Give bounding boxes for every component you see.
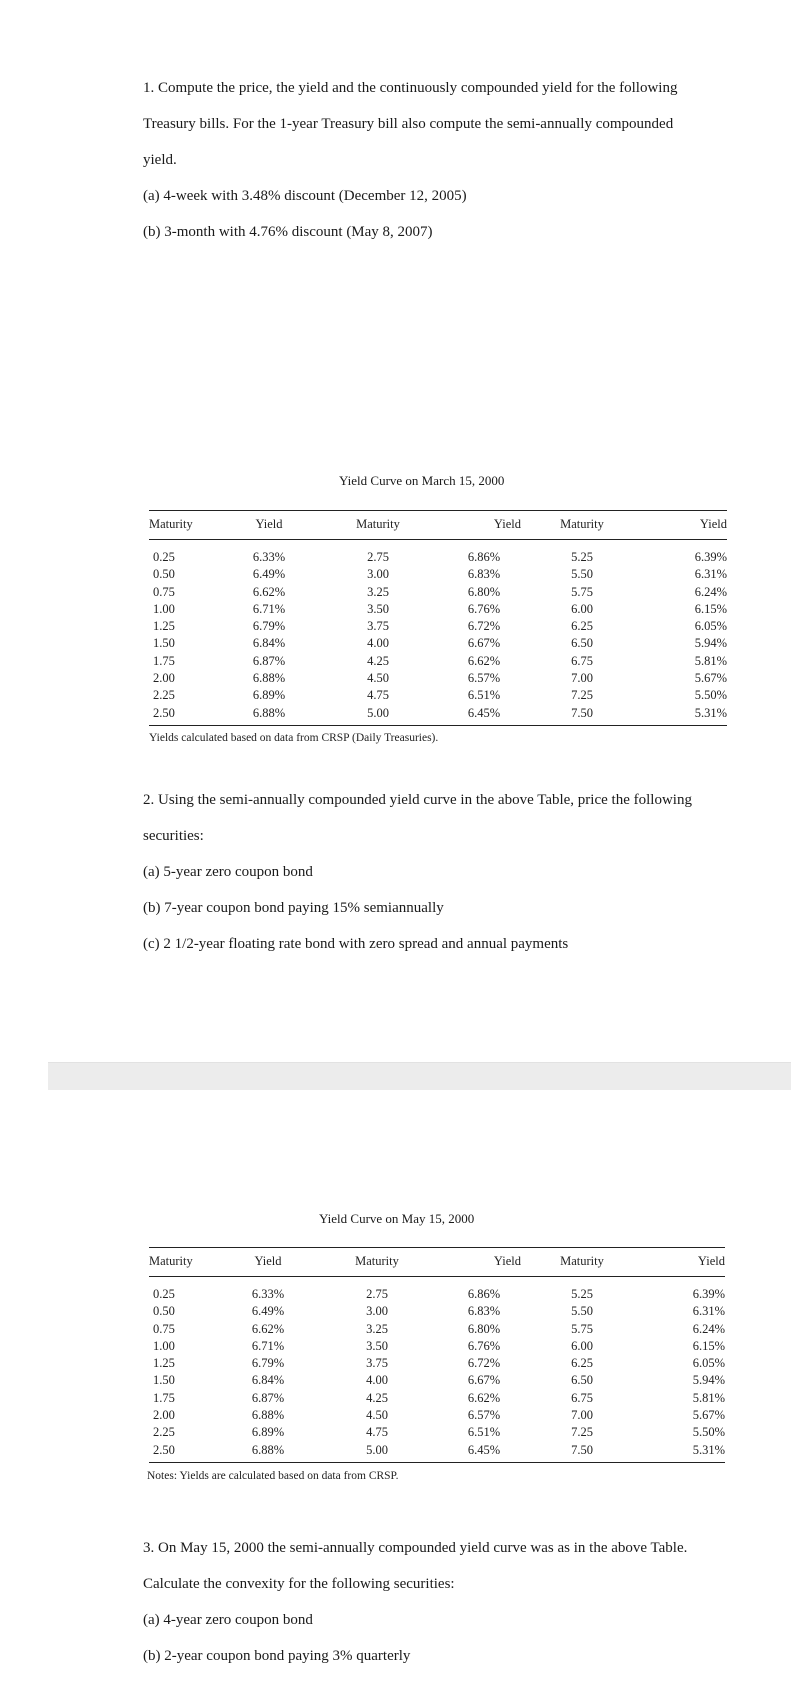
table-cell: 5.00 (307, 1442, 447, 1463)
table-cell: 6.88% (251, 1408, 285, 1423)
yield-curve-table-1 (149, 510, 727, 726)
table-cell: 6.49% (252, 567, 286, 582)
table-cell: 5.50% (694, 688, 727, 703)
table-1-title: Yield Curve on March 15, 2000 (339, 473, 505, 488)
question-1-line-1: 1. Compute the price, the yield and the continuously compounded yield for the following (143, 80, 678, 96)
page-gap-margin (0, 1062, 48, 1090)
table-cell: 4.00 (366, 1373, 388, 1388)
table-cell: 2.75 (366, 1287, 388, 1301)
table-cell: 6.71% (252, 601, 286, 616)
question-3-part-a: (a) 4-year zero coupon bond (143, 1612, 313, 1628)
table-cell: 6.57% (467, 671, 501, 686)
table-cell: 6.80% (467, 1321, 501, 1336)
table-cell: 5.67% (694, 671, 727, 686)
question-1-part-a: (a) 4-week with 3.48% discount (December 12, 2005) (143, 188, 467, 204)
table-row (149, 635, 727, 652)
table-1-header (149, 511, 727, 540)
table-cell: 5.75 (571, 1321, 593, 1336)
question-3-line-1: 3. On May 15, 2000 the semi-annually compounded yield curve was as in the above Table. (143, 1540, 688, 1556)
table-row (149, 1442, 725, 1463)
question-3-line-2: Calculate the convexity for the following securities: (143, 1576, 455, 1592)
table-cell: 6.88% (229, 705, 309, 726)
table-row (149, 1303, 725, 1320)
table-cell: 6.25 (571, 619, 593, 634)
table-cell: 6.05% (694, 619, 727, 634)
table-cell: 6.83% (467, 567, 501, 582)
table-cell: 1.25 (153, 619, 175, 634)
table-cell: 6.57% (467, 1408, 501, 1423)
table-cell: 6.79% (252, 619, 286, 634)
table1-header-maturity: Maturity (309, 511, 447, 540)
table-cell: 6.15% (694, 601, 727, 616)
table-cell: 2.50 (149, 705, 229, 726)
question-1-line-3: yield. (143, 152, 177, 168)
table-cell: 3.25 (367, 584, 389, 599)
table-cell: 3.50 (367, 601, 389, 616)
table-row (149, 566, 727, 583)
table-cell: 6.25 (571, 1356, 593, 1371)
table-cell: 6.51% (467, 688, 501, 703)
table-cell: 6.88% (229, 1442, 307, 1463)
table-row (149, 1372, 725, 1389)
table-cell: 6.67% (467, 636, 501, 651)
table-cell: 6.50 (571, 1373, 593, 1388)
table2-header-yield: Yield (643, 1248, 725, 1277)
table-row (149, 687, 727, 704)
table-cell: 1.75 (153, 653, 175, 668)
table-2-note: Notes: Yields are calculated based on data from CRSP. (147, 1470, 399, 1482)
yield-curve-table-2 (149, 1247, 725, 1463)
table-cell: 7.50 (521, 705, 643, 726)
table-row (149, 1355, 725, 1372)
table-cell: 2.00 (153, 1408, 175, 1423)
table-cell: 3.50 (366, 1338, 388, 1353)
table-cell: 6.05% (692, 1356, 725, 1371)
question-1-line-2: Treasury bills. For the 1-year Treasury bill also compute the semi-annually compounded (143, 116, 674, 132)
question-3-part-b: (b) 2-year coupon bond paying 3% quarterly (143, 1648, 411, 1664)
table-cell: 6.76% (467, 601, 501, 616)
table-1-body (149, 540, 727, 726)
table2-header-maturity: Maturity (307, 1248, 447, 1277)
table1-header-maturity: Maturity (149, 511, 229, 540)
table-cell: 4.25 (366, 1390, 388, 1405)
table-row (149, 601, 727, 618)
table-cell: 4.75 (366, 1425, 388, 1440)
question-1-part-b: (b) 3-month with 4.76% discount (May 8, 2007) (143, 224, 433, 240)
table2-header-maturity: Maturity (149, 1248, 229, 1277)
table-cell: 6.83% (467, 1304, 501, 1319)
question-2-line-2: securities: (143, 828, 204, 844)
table-cell: 4.00 (367, 636, 389, 651)
table-cell: 6.33% (252, 550, 286, 564)
table-cell: 1.00 (153, 1338, 175, 1353)
table-cell: 5.81% (694, 653, 727, 668)
table-cell: 6.75 (571, 1390, 593, 1405)
table-row (149, 1390, 725, 1407)
table-cell: 0.50 (153, 1304, 175, 1319)
table-cell: 3.00 (367, 567, 389, 582)
question-1 (143, 70, 743, 250)
table-2-body (149, 1277, 725, 1463)
table-cell: 6.88% (252, 671, 286, 686)
table-row (149, 540, 727, 567)
table-row (149, 653, 727, 670)
table-cell: 6.39% (692, 1287, 725, 1301)
table2-header-maturity: Maturity (521, 1248, 643, 1277)
table-cell: 1.75 (153, 1390, 175, 1405)
table-cell: 5.50 (571, 1304, 593, 1319)
table-cell: 5.00 (309, 705, 447, 726)
table-cell: 6.50 (571, 636, 593, 651)
table-row (149, 1407, 725, 1424)
table-cell: 6.15% (692, 1338, 725, 1353)
table-cell: 2.25 (153, 688, 175, 703)
table-cell: 0.25 (153, 550, 175, 564)
table-row (149, 584, 727, 601)
question-3 (143, 1530, 743, 1674)
table-cell: 6.00 (571, 1338, 593, 1353)
table-cell: 1.50 (153, 1373, 175, 1388)
table-cell: 7.50 (521, 1442, 643, 1463)
table-cell: 6.51% (467, 1425, 501, 1440)
question-2-part-c: (c) 2 1/2-year floating rate bond with zero spread and annual payments (143, 936, 569, 952)
table-cell: 5.31% (643, 705, 727, 726)
table-cell: 5.50 (571, 567, 593, 582)
table-cell: 5.81% (692, 1390, 725, 1405)
table-cell: 6.62% (467, 653, 501, 668)
table-cell: 6.86% (467, 1287, 501, 1301)
table-cell: 6.75 (571, 653, 593, 668)
table-cell: 2.25 (153, 1425, 175, 1440)
table-cell: 5.25 (571, 550, 593, 564)
table-cell: 6.62% (467, 1390, 501, 1405)
table-cell: 6.31% (694, 567, 727, 582)
table-row (149, 705, 727, 726)
table-cell: 3.00 (366, 1304, 388, 1319)
table-cell: 1.50 (153, 636, 175, 651)
table-cell: 6.71% (251, 1338, 285, 1353)
table-cell: 6.76% (467, 1338, 501, 1353)
table-cell: 6.84% (251, 1373, 285, 1388)
table-cell: 3.75 (367, 619, 389, 634)
table-cell: 5.75 (571, 584, 593, 599)
table-cell: 6.67% (467, 1373, 501, 1388)
table-cell: 4.25 (367, 653, 389, 668)
table-cell: 6.24% (694, 584, 727, 599)
table-cell: 3.25 (366, 1321, 388, 1336)
question-2-line-1: 2. Using the semi-annually compounded yield curve in the above Table, price the following (143, 792, 692, 808)
table-cell: 3.75 (366, 1356, 388, 1371)
table-cell: 2.00 (153, 671, 175, 686)
table-row (149, 1321, 725, 1338)
table-cell: 0.75 (153, 1321, 175, 1336)
table2-header-yield: Yield (447, 1248, 521, 1277)
table-cell: 6.72% (467, 1356, 501, 1371)
table-cell: 5.50% (692, 1425, 725, 1440)
question-2-part-a: (a) 5-year zero coupon bond (143, 864, 313, 880)
table-cell: 6.80% (467, 584, 501, 599)
table-cell: 6.89% (251, 1425, 285, 1440)
table-cell: 6.87% (251, 1390, 285, 1405)
table-2-header (149, 1248, 725, 1277)
table1-header-maturity: Maturity (521, 511, 643, 540)
table-cell: 6.31% (692, 1304, 725, 1319)
table-cell: 2.75 (367, 550, 389, 564)
table-cell: 6.00 (571, 601, 593, 616)
table1-header-yield: Yield (229, 511, 309, 540)
table-cell: 6.72% (467, 619, 501, 634)
table-cell: 0.50 (153, 567, 175, 582)
table-cell: 6.62% (251, 1321, 285, 1336)
table-cell: 1.25 (153, 1356, 175, 1371)
table-cell: 5.94% (694, 636, 727, 651)
table-2-title: Yield Curve on May 15, 2000 (319, 1211, 475, 1226)
table-row (149, 670, 727, 687)
table-cell: 2.50 (149, 1442, 229, 1463)
table-row (149, 618, 727, 635)
table-cell: 6.24% (692, 1321, 725, 1336)
table-cell: 6.33% (251, 1287, 285, 1301)
table-cell: 6.87% (252, 653, 286, 668)
table-cell: 4.75 (367, 688, 389, 703)
table-cell: 5.31% (643, 1442, 725, 1463)
table-cell: 0.25 (153, 1287, 175, 1301)
table-1-note: Yields calculated based on data from CRSP (Daily Treasuries). (149, 732, 439, 744)
table-cell: 6.39% (694, 550, 727, 564)
table-row (149, 1338, 725, 1355)
table-cell: 0.75 (153, 584, 175, 599)
table-cell: 6.86% (467, 550, 501, 564)
table-row (149, 1424, 725, 1441)
table1-header-yield: Yield (447, 511, 521, 540)
table-cell: 5.94% (692, 1373, 725, 1388)
table-cell: 6.45% (447, 1442, 521, 1463)
table-cell: 6.62% (252, 584, 286, 599)
table-cell: 5.67% (692, 1408, 725, 1423)
table1-header-yield: Yield (643, 511, 727, 540)
table-cell: 4.50 (366, 1408, 388, 1423)
table-cell: 6.49% (251, 1304, 285, 1319)
table-cell: 7.25 (571, 1425, 593, 1440)
question-2 (143, 782, 743, 962)
table-cell: 4.50 (367, 671, 389, 686)
table-cell: 6.45% (447, 705, 521, 726)
question-2-part-b: (b) 7-year coupon bond paying 15% semiannually (143, 900, 444, 916)
page-separator (48, 1062, 791, 1091)
table-cell: 7.25 (571, 688, 593, 703)
table-row (149, 1277, 725, 1304)
table-cell: 6.84% (252, 636, 286, 651)
table-cell: 7.00 (571, 671, 593, 686)
table2-header-yield: Yield (229, 1248, 307, 1277)
table-cell: 1.00 (153, 601, 175, 616)
table-cell: 6.79% (251, 1356, 285, 1371)
document-page-2 (0, 1090, 791, 1686)
table-cell: 7.00 (571, 1408, 593, 1423)
table-cell: 6.89% (252, 688, 286, 703)
table-cell: 5.25 (571, 1287, 593, 1301)
